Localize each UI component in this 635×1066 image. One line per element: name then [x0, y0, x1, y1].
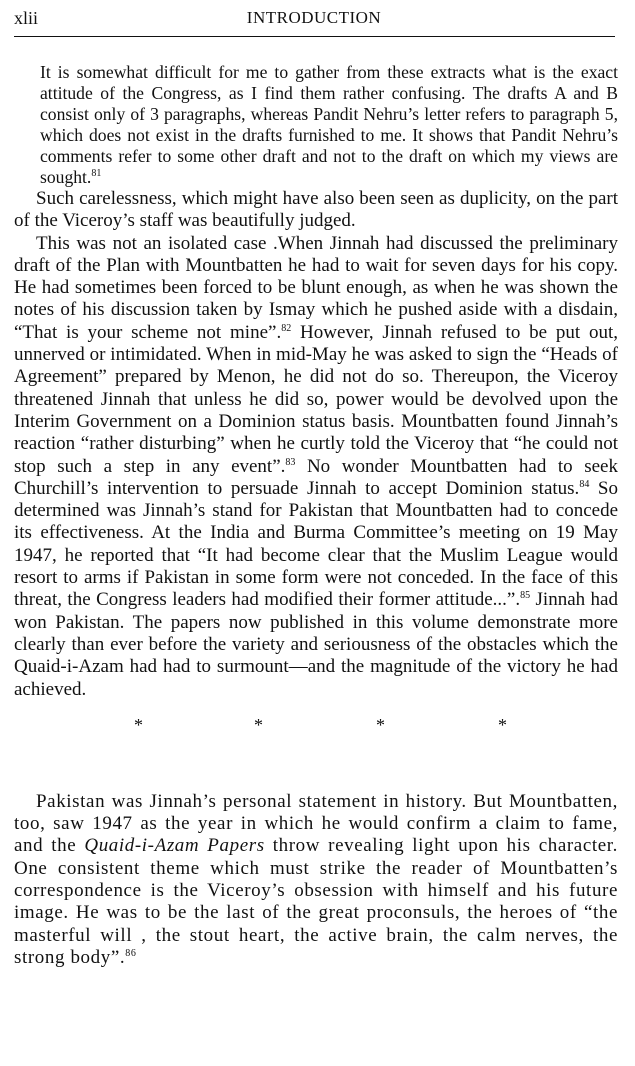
- header-rule: [14, 36, 615, 37]
- paragraph-isolated-case: [14, 233, 618, 701]
- block-quote-text: It is somewhat difficult for me to gather from these extracts what is the exact attitude of the Congress, as I find them rather confusing. The drafts A and B consist only of 3 paragraphs, whereas Pandit Nehru’s letter refers to paragraph 5, which does not exist in the drafts furnished to me. It shows that Pandit Nehru’s comments refer to some other draft and not to the draft on which my views are sought.: [40, 62, 618, 187]
- footnote-ref: 84: [579, 478, 590, 490]
- running-title: INTRODUCTION: [246, 8, 382, 27]
- section-break: [14, 715, 618, 755]
- section-break-star: *: [134, 714, 143, 735]
- paragraph-text: This was not an isolated case .When Jinnah had discussed the preliminary draft of the Plan with Mountbatten he had to wait for seven days for his copy. He had sometimes been forced to be blunt enough, as when he was shown the notes of his discussion taken by Ismay which he pushed aside with a disdain, “That is your scheme not mine”.: [14, 232, 618, 343]
- paragraph-text: However, Jinnah refused to be put out, unnerved or intimidated. When in mid-May he was asked to sign the “Heads of Agreement” prepared by Menon, he did not do so. Thereupon, the Viceroy threatened Jinnah that unless he did so, power would be devolved upon the Interim Government on a Dominion status basis. Mountbatten found Jinnah’s reaction “rather disturbing” when he curtly told the Viceroy that “he could not stop such a step in any event”.: [14, 321, 618, 477]
- paragraph-carelessness: [14, 188, 618, 233]
- section-break-star: *: [254, 714, 263, 735]
- paragraph-text: So determined was Jinnah’s stand for Pakistan that Mountbatten had to concede its effectiveness. At the India and Burma Committee’s meeting on 19 May 1947, he reported that “It had become clear that the Muslim League would resort to arms if Pakistan in some form were not conceded. In the face of this threat, the Congress leaders had modified their former attitude...”.: [14, 477, 618, 611]
- footnote-ref: 82: [281, 322, 292, 334]
- footnote-ref: 86: [125, 947, 137, 959]
- paragraph-text: Such carelessness, which might have also been seen as duplicity, on the part of the Viceroy’s staff was beautifully judged.: [14, 188, 618, 232]
- block-quote: [40, 62, 618, 188]
- page-number: xlii: [14, 8, 39, 28]
- page-header: [14, 8, 614, 34]
- footnote-ref: 81: [91, 168, 102, 179]
- paragraph-text: throw revealing light upon his character. One consistent theme which must strike the reader of Mountbatten’s correspondence is the Viceroy’s obsession with himself and his future image. He was to be the last of the great proconsuls, the heroes of “the masterful will , the stout heart, the active brain, the calm nerves, the strong body”.: [14, 835, 618, 968]
- section-break-star: *: [376, 714, 385, 735]
- footnote-ref: 83: [285, 456, 296, 468]
- page-body: [14, 62, 618, 969]
- section-break-star: *: [498, 714, 507, 735]
- italic-title: Quaid-i-Azam Papers: [84, 835, 265, 857]
- paragraph-text: Jinnah had won Pakistan. The papers now published in this volume demonstrate more clearly than ever before the variety and seriousness of the obstacles which the Quaid-i-Azam had had to surmount—and the magnitude of the victory he had achieved.: [14, 589, 618, 700]
- paragraph-text: No wonder Mountbatten had to seek Churchill’s intervention to persuade Jinnah to accept Dominion status.: [14, 455, 618, 499]
- paragraph-text: Pakistan was Jinnah’s personal statement in history. But Mountbatten, too, saw 1947 as the year in which he would confirm a claim to fame, and the: [14, 790, 618, 857]
- paragraph-personal-statement: [14, 791, 618, 969]
- footnote-ref: 85: [520, 590, 531, 602]
